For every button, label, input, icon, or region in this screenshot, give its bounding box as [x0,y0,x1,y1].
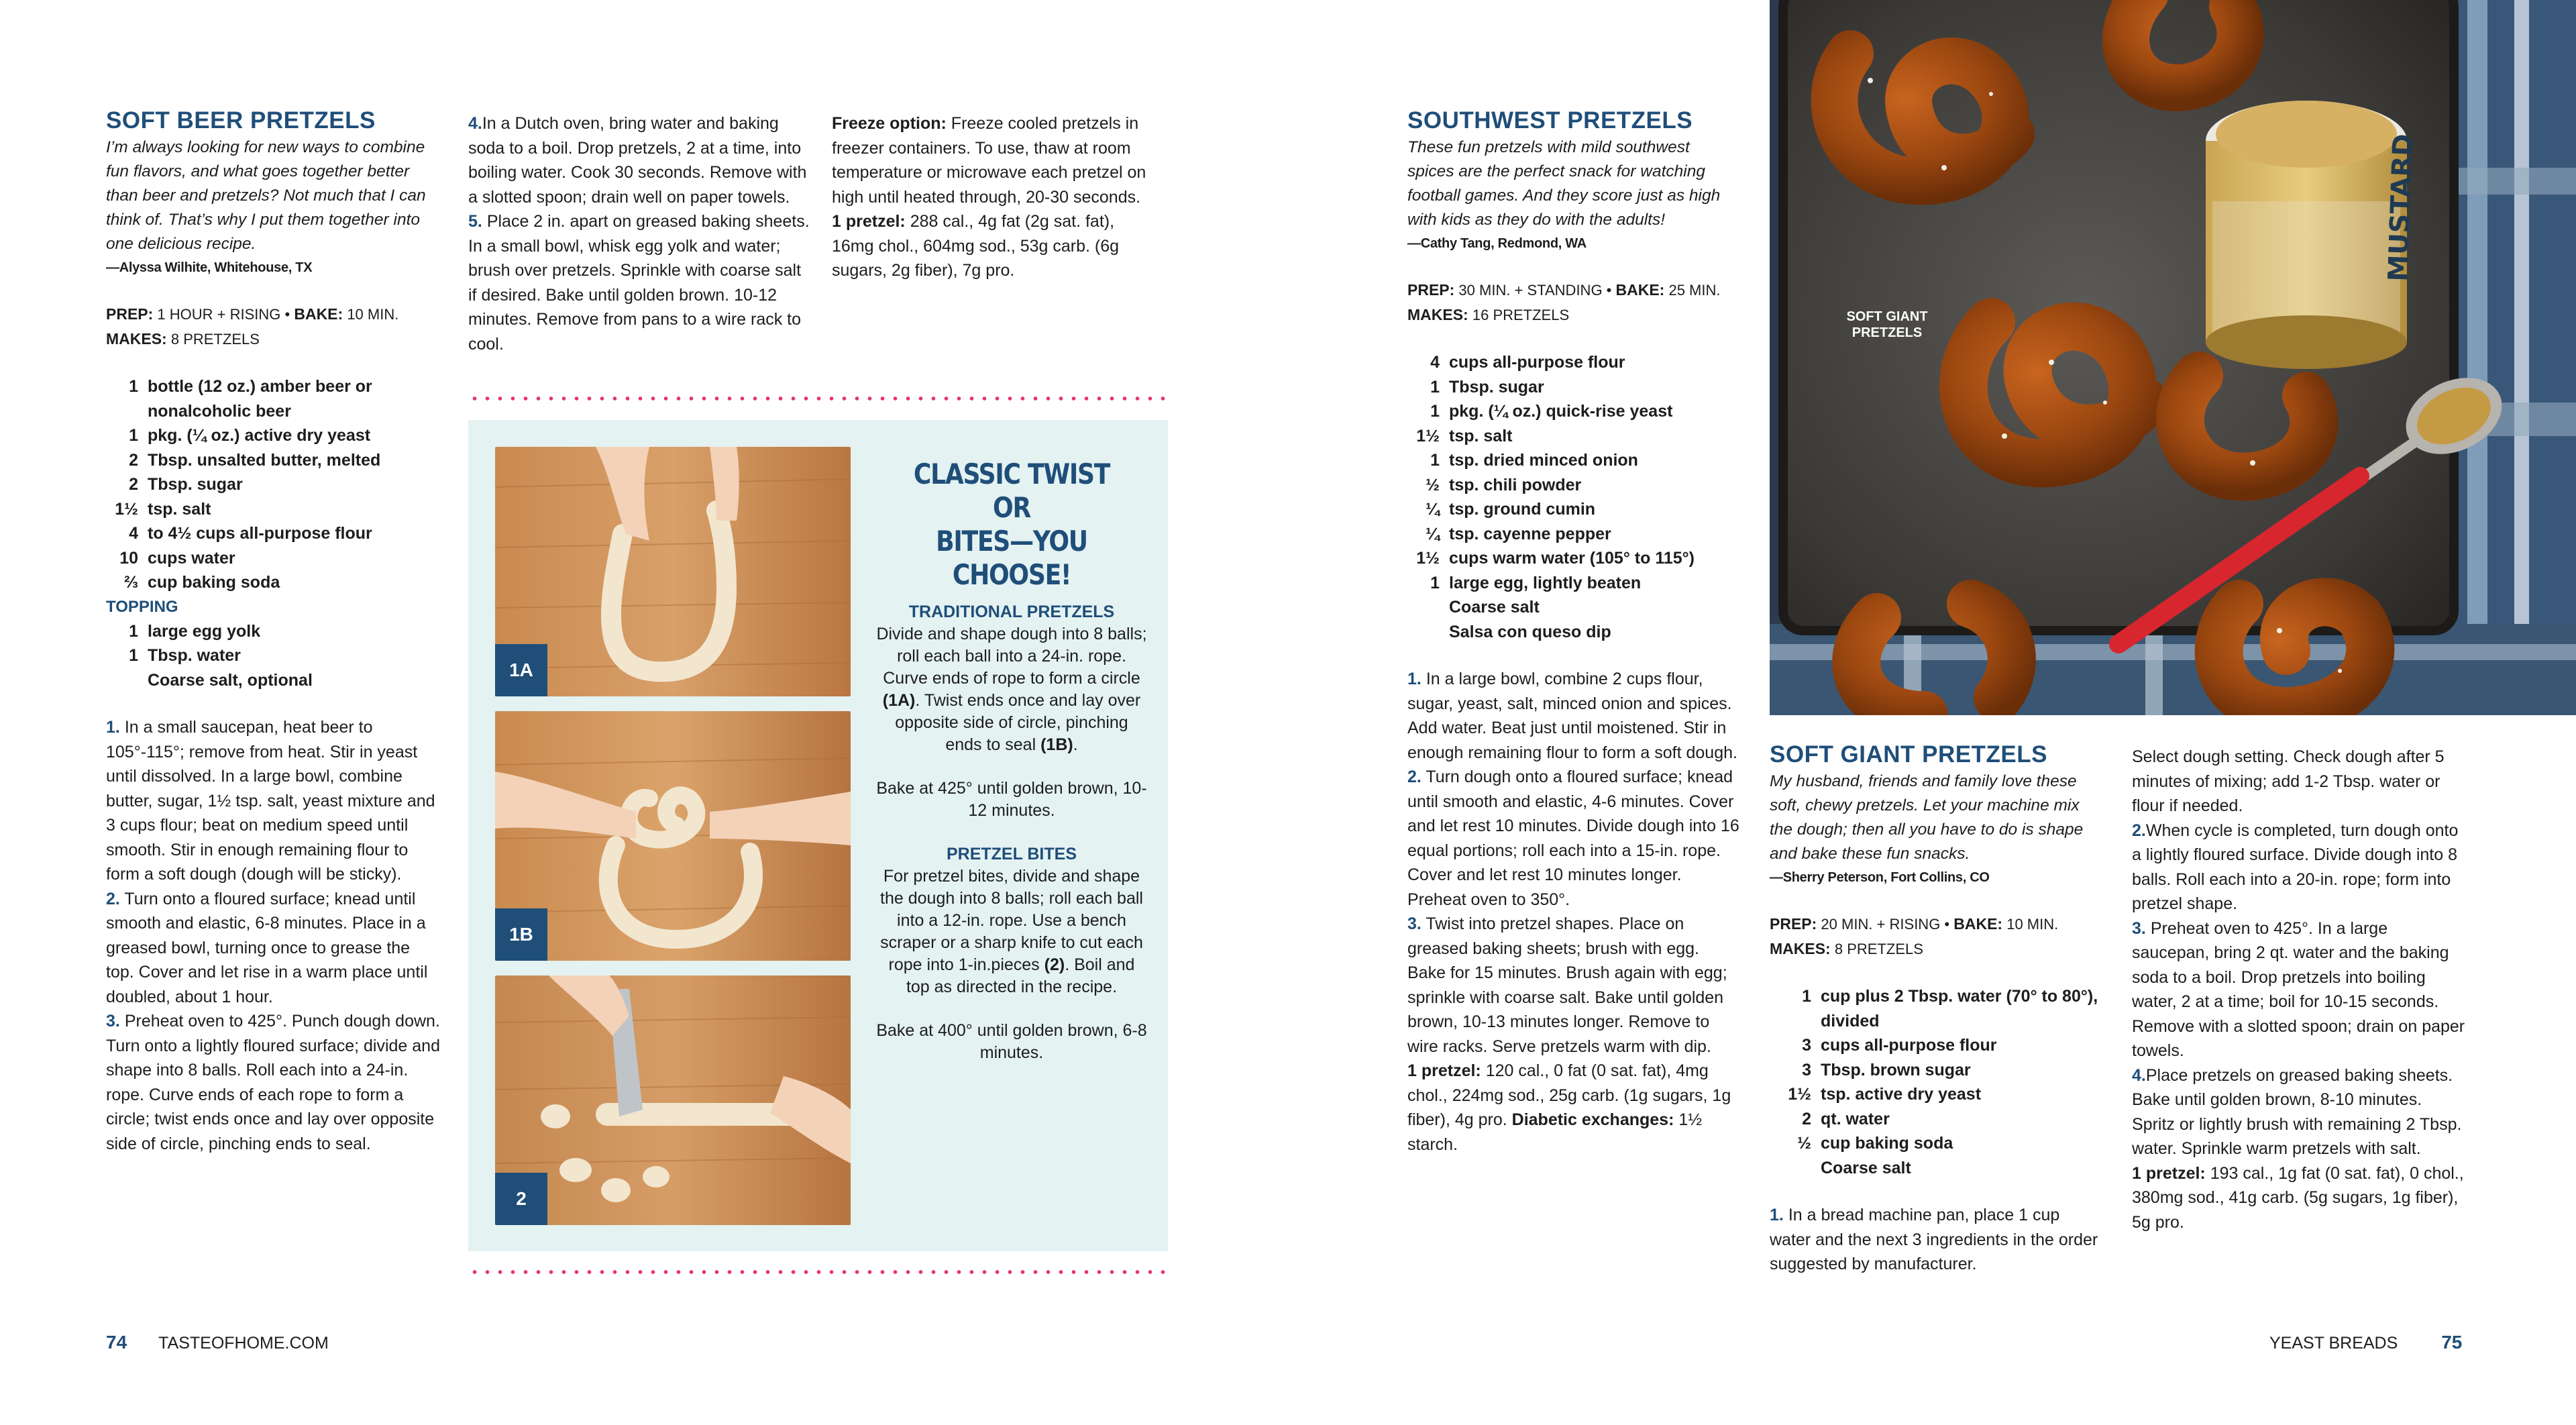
footer-left [106,1332,329,1353]
beer-column-3 [832,111,1154,283]
ingredient: 3 cups all-purpose flour [1802,1036,1997,1055]
beer-makes: MAKES: 8 PRETZELS [106,330,260,348]
ingredient: 1½ cups warm water (105° to 115°) [1416,549,1695,568]
southwest-step: 3. Twist into pretzel shapes. Place on greased baking sheets; brush with egg. Bake for 15 minutes. Brush again with egg; sprinkle with coarse salt. Bake until golden brown, 10-13 minutes longer. Remove to wire racks. Serve pretzels warm with dip. [1407,914,1727,1056]
traditional-pretzels-text: Divide and shape dough into 8 balls; roll each ball into a 24-in. rope. Curve ends of rope to form a circle (1A). Twist ends once and lay over opposite side of circle, pinching ends to seal (1B). [876,625,1147,754]
ingredient: ½ cup baking soda [1797,1134,1953,1153]
beer-intro: I’m always looking for new ways to combine fun flavors, and what goes together better than beer and pretzels? Not much that I can think of. That’s why I put them together into one delicious recipe. [106,138,426,253]
beer-step: 5. Place 2 in. apart on greased baking sheets. In a small bowl, whisk egg yolk and water; brush over pretzels. Sprinkle with coarse salt if desired. Bake until golden brown. 10-12 minutes. Remove from pans to a wire rack to cool. [468,212,810,354]
dotted-divider-top [468,397,1173,401]
giant-makes: MAKES: 8 PRETZELS [1770,940,1923,957]
southwest-nutrition: 1 pretzel: 120 cal., 0 fat (0 sat. fat), 4mg chol., 224mg sod., 25g carb. (1g sugars, 1g fiber), 4g pro. Diabetic exchanges: 1½ starch. [1407,1061,1731,1154]
beer-author: —Alyssa Wilhite, Whitehouse, TX [106,260,313,275]
ingredient: 1½ tsp. salt [1416,426,1513,445]
beer-step: 4.In a Dutch oven, bring water and baking soda to a boil. Drop pretzels, 2 at a time, into boiling water. Cook 30 seconds. Remove with a slotted spoon; drain well on paper towels. [468,114,807,207]
ingredient: 1 cup plus 2 Tbsp. water (70° to 80°), divided [1802,987,2098,1031]
giant-step: 2.When cycle is completed, turn dough onto a lightly floured surface. Divide dough into 8 balls. Roll each into a 20-in. rope; form into pretzel shape. [2132,821,2459,913]
ingredient: Coarse salt [1821,1158,1911,1177]
giant-step: 1. In a bread machine pan, place 1 cup water and the next 3 ingredients in the order suggested by manufacturer. [1770,1206,2098,1273]
step-photo-2 [495,975,851,1225]
ingredient: 1 pkg. (¼ oz.) active dry yeast [129,426,371,445]
giant-step: 3. Preheat oven to 425°. In a large saucepan, bring 2 qt. water and the baking soda to a boil. Drop pretzels into boiling water, 2 at a time; boil for 10-15 seconds. Remove with a slotted spoon; drain on paper towels. [2132,918,2465,1060]
ingredient: 1½ tsp. active dry yeast [1788,1085,1982,1104]
southwest-intro: These fun pretzels with mild southwest spices are the perfect snack for watching football games. And they score just as high with kids as they do with the adults! [1407,138,1721,229]
southwest-author: —Cathy Tang, Redmond, WA [1407,236,1587,251]
ingredient: 1 pkg. (¼ oz.) quick-rise yeast [1430,402,1673,421]
site-name: TASTEOFHOME.COM [158,1334,329,1353]
ingredient: 1 bottle (12 oz.) amber beer or nonalcoholic beer [129,377,372,421]
step-photo-2-image [495,975,851,1225]
beer-step: 2. Turn onto a floured surface; knead until smooth and elastic, 6-8 minutes. Place in a greased bowl, turning once to grease the top. Cover and let rise in a warm place until doubled, about 1 hour. [106,889,428,1006]
giant-column-1 [1770,740,2102,1277]
technique-text [875,458,1148,1064]
traditional-bake: Bake at 425° until golden brown, 10-12 minutes. [876,779,1147,820]
ingredient: Coarse salt [1449,598,1540,617]
southwest-ingredient-list [1407,350,1739,644]
footer-right [2269,1332,2462,1353]
ingredient: 4 to 4½ cups all-purpose flour [129,524,372,543]
ingredient: ½ tsp. chili powder [1426,475,1582,494]
beer-ingredient-list [106,374,441,692]
technique-title: CLASSIC TWIST OR BITES—YOU CHOOSE! [913,458,1110,591]
ingredient: 1 large egg yolk [129,621,261,641]
ingredient: 1 large egg, lightly beaten [1430,573,1642,592]
bites-bake: Bake at 400° until golden brown, 6-8 minutes. [876,1021,1147,1062]
southwest-makes: MAKES: 16 PRETZELS [1407,306,1570,323]
ingredient: 3 Tbsp. brown sugar [1802,1060,1971,1079]
beer-step: 1. In a small saucepan, heat beer to 105°-115°; remove from heat. Stir in yeast until dissolved. In a large bowl, combine butter, sugar, 1½ tsp. salt, yeast mixture and 3 cups flour; beat on medium speed until smooth. Stir in enough remaining flour to form a soft dough (dough will be sticky). [106,718,435,884]
step-photo-1b-image [495,711,851,961]
ingredient: 4 cups all-purpose flour [1430,353,1625,372]
ingredient: 1½ tsp. salt [115,499,211,519]
ingredient: 2 Tbsp. sugar [129,475,243,494]
ingredient: ¼ tsp. ground cumin [1426,500,1596,519]
freeze-option: Freeze option: Freeze cooled pretzels in freezer containers. To use, thaw at room temperature or microwave each pretzel on high until heated through, 20-30 seconds. [832,114,1146,207]
beer-column-1 [106,106,441,1156]
mustard-jar-label [2383,134,2419,282]
ingredient: 10 cups water [119,548,235,568]
ingredient: 2 Tbsp. unsalted butter, melted [129,450,381,470]
beer-step: 3. Preheat oven to 425°. Punch dough down. Turn onto a lightly floured surface; divide and shape into 8 balls. Roll each into a 24-in. rope. Curve ends of each rope to form a circle; twist ends once and lay over opposite side of circle, pinching ends to seal. [106,1012,440,1153]
southwest-step: 1. In a large bowl, combine 2 cups flour, sugar, yeast, salt, minced onion and spices. Add water. Beat just until moistened. Stir in enough remaining flour to form a soft dough. [1407,670,1737,762]
pretzel-bites-text: For pretzel bites, divide and shape the dough into 8 balls; roll each ball into a 12-in. rope. Use a bench scraper or a sharp knife to cut each rope into 1-in.pieces (2). Boil and top as directed in the recipe. [880,867,1143,996]
beer-nutrition: 1 pretzel: 288 cal., 4g fat (2g sat. fat), 16mg chol., 604mg sod., 53g carb. (6g sugars, 2g fiber), 7g pro. [832,212,1120,280]
section-name: YEAST BREADS [2269,1334,2398,1353]
ingredient: 1 tsp. dried minced onion [1430,451,1638,470]
traditional-pretzels-label: TRADITIONAL PRETZELS [908,602,1115,621]
ingredient: 1 Tbsp. water [129,646,241,665]
pretzels-photo-image [1770,0,2576,715]
step-photo-1a [495,447,851,696]
giant-step: 4.Place pretzels on greased baking sheets. Bake until golden brown, 8-10 minutes. Spritz or lightly brush with remaining 2 Tbsp. water. Sprinkle warm pretzels with salt. [2132,1065,2462,1158]
southwest-prep: PREP: 30 MIN. + STANDING • BAKE: 25 MIN. [1407,281,1721,299]
pretzel-bites-label: PRETZEL BITES [946,845,1077,863]
giant-step-continued: Select dough setting. Check dough after 5 minutes of mixing; add 1-2 Tbsp. water or flour if needed. [2132,747,2445,815]
page-number-right: 75 [2441,1332,2463,1353]
topping-label: TOPPING [106,597,178,616]
dotted-divider-bottom [468,1270,1173,1274]
photo-tag-2: 2 [495,1173,547,1225]
page-number-left: 74 [106,1332,127,1353]
photo-caption: SOFT GIANT PRETZELS [1846,309,1928,340]
step-photo-1a-image [495,447,851,696]
giant-ingredient-list [1770,984,2102,1180]
beer-prep: PREP: 1 HOUR + RISING • BAKE: 10 MIN. [106,305,399,323]
southwest-step: 2. Turn dough onto a floured surface; knead until smooth and elastic, 4-6 minutes. Cover and let rest 10 minutes. Divide dough into 16 equal portions; roll each into a 15-in. rope. Cover and let rest 10 minutes longer. Preheat oven to 350°. [1407,768,1739,909]
giant-author: —Sherry Peterson, Fort Collins, CO [1770,870,1990,885]
southwest-title: SOUTHWEST PRETZELS [1407,107,1693,134]
step-photo-1b [495,711,851,961]
ingredient: 1 Tbsp. sugar [1430,377,1544,397]
ingredient: 2 qt. water [1802,1109,1890,1128]
photo-tag-1a: 1A [495,644,547,696]
beer-title: SOFT BEER PRETZELS [106,107,376,134]
giant-intro: My husband, friends and family love these soft, chewy pretzels. Let your machine mix the dough; then all you have to do is shape and bake these fun snacks. [1770,772,2084,863]
svg-text:MUSTARD: MUSTARD [2383,133,2419,282]
soft-giant-pretzels-photo [1770,0,2576,715]
ingredient: ¼ tsp. cayenne pepper [1426,524,1611,543]
giant-prep: PREP: 20 MIN. + RISING • BAKE: 10 MIN. [1770,915,2059,933]
ingredient: Salsa con queso dip [1449,622,1611,641]
ingredient: ⅔ cup baking soda [124,573,280,592]
giant-column-2 [2132,745,2467,1234]
southwest-recipe [1407,106,1739,1157]
photo-tag-1b: 1B [495,908,547,961]
beer-column-2 [468,111,810,356]
giant-nutrition: 1 pretzel: 193 cal., 1g fat (0 sat. fat), 0 chol., 380mg sod., 41g carb. (5g sugars, 1g fiber), 5g pro. [2132,1163,2464,1232]
ingredient: Coarse salt, optional [148,670,313,690]
giant-title: SOFT GIANT PRETZELS [1770,741,2047,768]
